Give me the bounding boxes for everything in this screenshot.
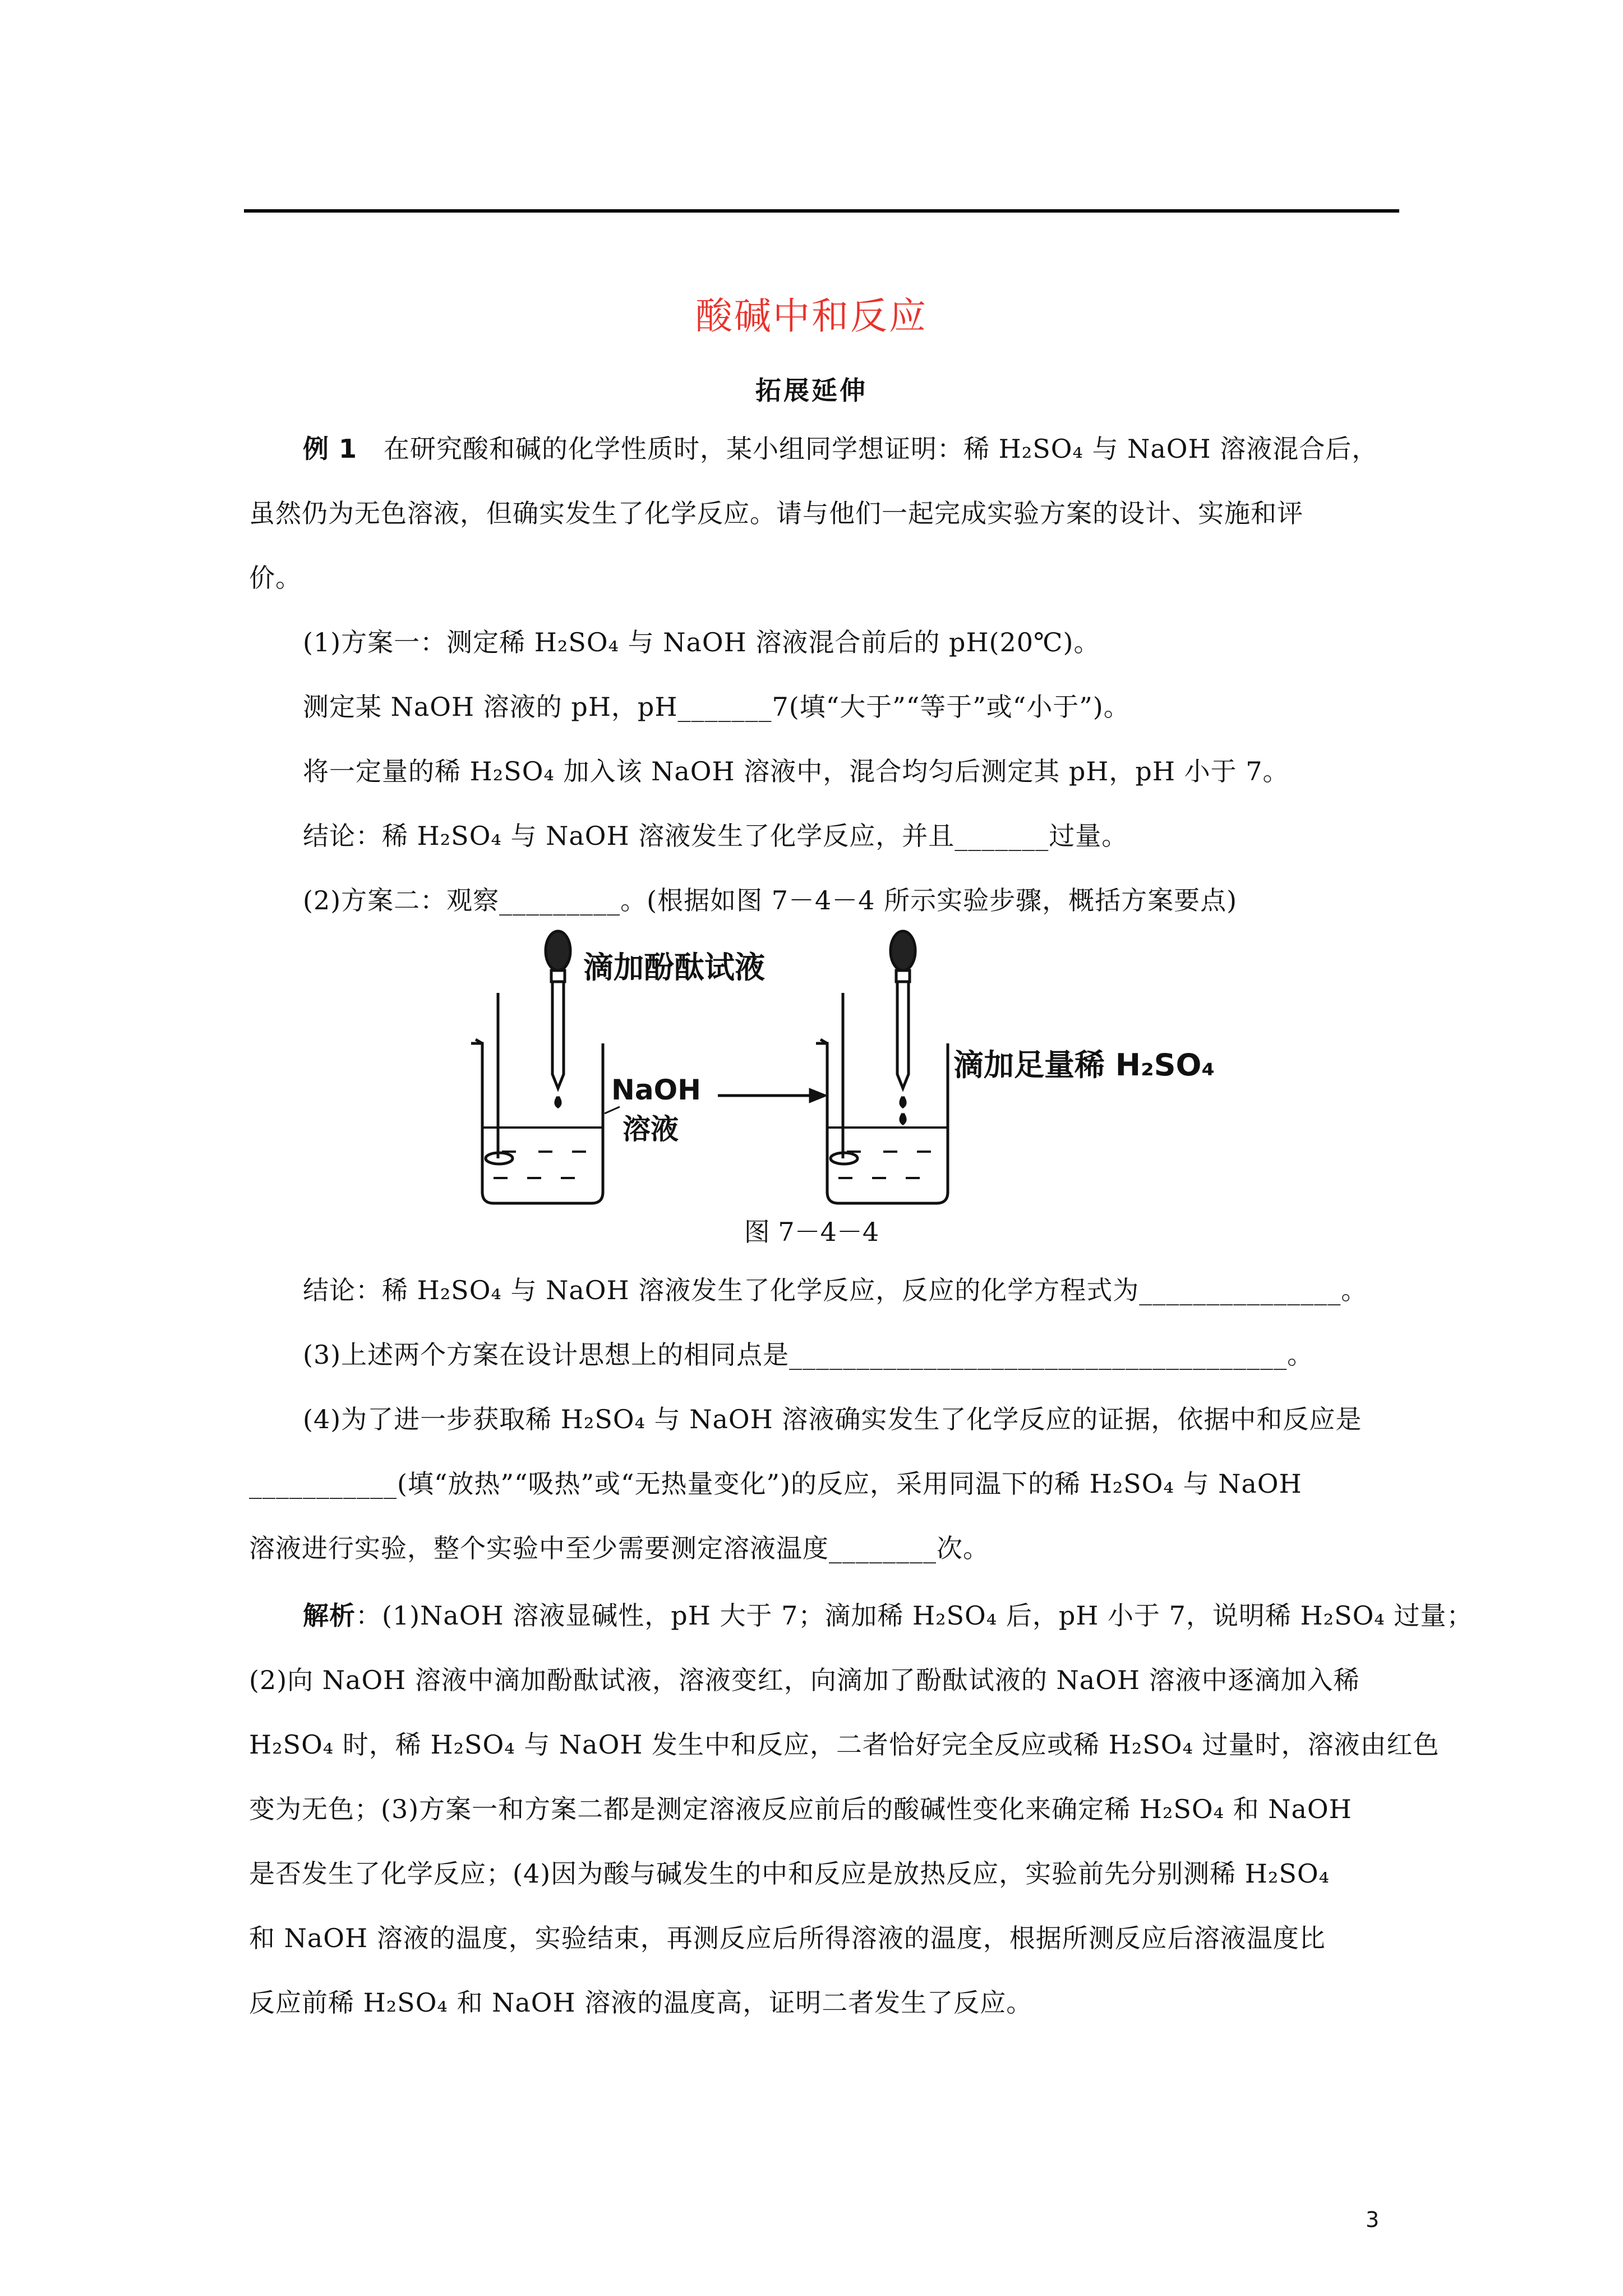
paragraph-line: (2)方案二：观察_________。(根据如图 7－4－4 所示实验步骤，概括方案要点) <box>303 885 1238 915</box>
paragraph-line: 将一定量的稀 H₂SO₄ 加入该 NaOH 溶液中，混合均匀后测定其 pH，pH 小于 7。 <box>303 756 1289 786</box>
header-rule <box>244 209 1399 213</box>
paragraph-line: 例 1 在研究酸和碱的化学性质时，某小组同学想证明：稀 H₂SO₄ 与 NaOH 溶液混合后， <box>303 434 1378 464</box>
paragraph-line: H₂SO₄ 时，稀 H₂SO₄ 与 NaOH 发生中和反应，二者恰好完全反应或稀 H₂SO₄ 过量时，溶液由红色 <box>249 1729 1440 1760</box>
page-number: 3 <box>1366 2207 1380 2232</box>
paragraph-line: (4)为了进一步获取稀 H₂SO₄ 与 NaOH 溶液确实发生了化学反应的证据，依据中和反应是 <box>303 1404 1362 1434</box>
paragraph-line: (2)向 NaOH 溶液中滴加酚酞试液，溶液变红，向滴加了酚酞试液的 NaOH 溶液中逐滴加入稀 <box>249 1665 1360 1695</box>
paragraph-line: (3)上述两个方案在设计思想上的相同点是_____________________________________。 <box>303 1340 1314 1370</box>
label-acid: 滴加足量稀 H₂SO₄ <box>953 1047 1215 1083</box>
dropper-right <box>891 931 915 1124</box>
paragraph-line: (1)方案一：测定稀 H₂SO₄ 与 NaOH 溶液混合前后的 pH(20℃)。 <box>303 627 1100 657</box>
paragraph-line: 解析：(1)NaOH 溶液显碱性，pH 大于 7；滴加稀 H₂SO₄ 后，pH 小于 7，说明稀 H₂SO₄ 过量； <box>303 1600 1473 1631</box>
dropper-left <box>546 931 570 1107</box>
example-label: 例 1 <box>303 434 358 464</box>
stirring-rod-left <box>486 993 513 1164</box>
label-dropper: 滴加酚酞试液 <box>583 950 765 985</box>
paragraph-line: 测定某 NaOH 溶液的 pH，pH_______7(填“大于”“等于”或“小于”)。 <box>303 692 1130 722</box>
analysis-label: 解析 <box>303 1600 356 1631</box>
experiment-figure <box>460 928 1245 1220</box>
label-naoh: NaOH <box>611 1074 701 1106</box>
paragraph-line: 溶液进行实验，整个实验中至少需要测定溶液温度________次。 <box>249 1533 989 1563</box>
paragraph-line: 价。 <box>249 563 302 593</box>
figure-caption: 图 7－4－4 <box>744 1217 879 1247</box>
arrow-icon <box>718 1090 824 1101</box>
page-title: 酸碱中和反应 <box>695 295 928 338</box>
paragraph-line: 结论：稀 H₂SO₄ 与 NaOH 溶液发生了化学反应，并且_______过量。 <box>303 821 1128 851</box>
paragraph-line: 变为无色；(3)方案一和方案二都是测定溶液反应前后的酸碱性变化来确定稀 H₂SO₄ 和 NaOH <box>249 1794 1352 1824</box>
paragraph-line: 反应前稀 H₂SO₄ 和 NaOH 溶液的温度高，证明二者发生了反应。 <box>249 1987 1033 2018</box>
section-subtitle: 拓展延伸 <box>755 375 868 406</box>
paragraph-line: 和 NaOH 溶液的温度，实验结束，再测反应后所得溶液的温度，根据所测反应后溶液温度比 <box>249 1923 1326 1953</box>
paragraph-line: 结论：稀 H₂SO₄ 与 NaOH 溶液发生了化学反应，反应的化学方程式为_______________。 <box>303 1275 1368 1305</box>
stirring-rod-right <box>831 993 857 1164</box>
paragraph-line: 是否发生了化学反应；(4)因为酸与碱发生的中和反应是放热反应，实验前先分别测稀 H₂SO₄ <box>249 1858 1330 1889</box>
paragraph-line: ___________(填“放热”“吸热”或“无热量变化”)的反应，采用同温下的稀 H₂SO₄ 与 NaOH <box>249 1469 1302 1499</box>
paragraph-line: 虽然仍为无色溶液，但确实发生了化学反应。请与他们一起完成实验方案的设计、实施和评 <box>249 498 1303 528</box>
label-solution: 溶液 <box>623 1113 679 1145</box>
